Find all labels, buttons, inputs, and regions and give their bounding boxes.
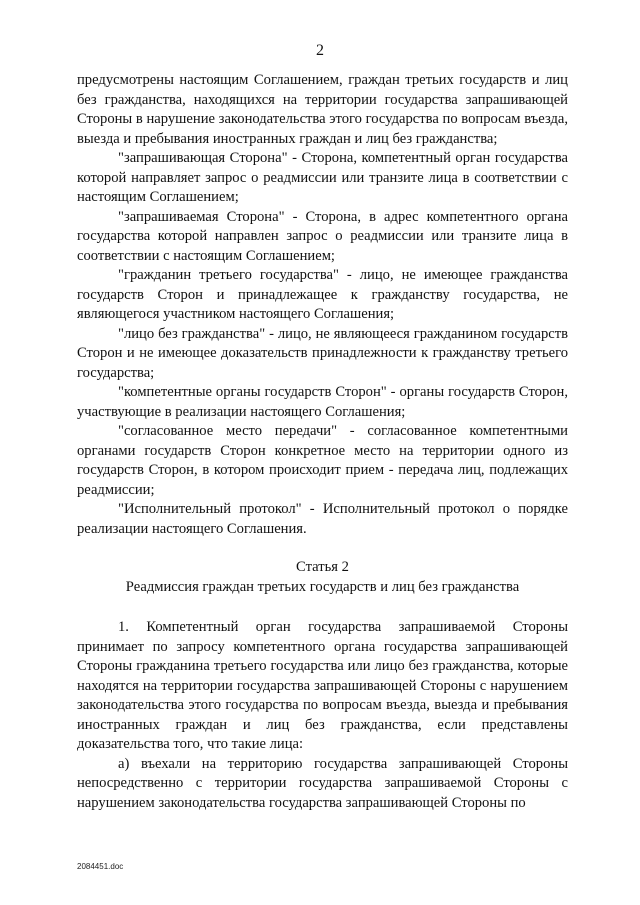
article-paragraph-1: 1. Компетентный орган государства запрашиваемой Стороны принимает по запросу компетентного органа государства запрашивающей Стороны гражданина третьего государства или лицо без гражданства, которые находятся на территории государства запрашивающей Стороны с нарушением законодательства этого государства по вопросам въезда, выезда и пребывания иностранных граждан и лиц без гражданства, если представлены доказательства того, что такие лица: [77,619,568,752]
page-number: 2 [316,42,324,59]
definition-transfer-place: "согласованное место передачи" - согласованное компетентными органами государств Сторон конкретное место на территории одного из государств Сторон, в котором происходит прием - передача лиц, подлежащих реадмиссии; [77,423,568,498]
spacer [77,539,568,558]
document-body [77,71,568,813]
definition-third-country-national: "гражданин третьего государства" - лицо, не имеющее гражданства государств Сторон и принадлежащее к гражданству государства, не являющегося участником настоящего Соглашения; [77,267,568,322]
definition-requested-party: "запрашиваемая Сторона" - Сторона, в адрес компетентного органа государства которой направлен запрос о реадмиссии или транзите лица в соответствии с настоящим Соглашением; [77,208,568,264]
paragraph-continuation: предусмотрены настоящим Соглашением, граждан третьих государств и лиц без гражданства, находящихся на территории государства запрашивающей Стороны в нарушение законодательства этого государства по вопросам въезда, выезда и пребывания иностранных граждан и лиц без гражданства; [77,72,568,147]
spacer [77,597,568,618]
article-subtitle: Реадмиссия граждан третьих государств и лиц без гражданства [125,578,520,595]
definition-competent-authorities: "компетентные органы государств Сторон" - органы государств Сторон, участвующие в реализации настоящего Соглашения; [77,384,568,420]
article-subparagraph-a: а) въехали на территорию государства запрашивающей Стороны непосредственно с территории государства запрашиваемой Стороны с нарушением законодательства государства запрашивающей Стороны по [77,755,568,811]
definition-executive-protocol: "Исполнительный протокол" - Исполнительный протокол о порядке реализации настоящего Соглашения. [77,501,568,537]
article-heading: Статья 2 [296,559,349,575]
footer-filename: 2084451.doc [77,862,124,871]
definition-requesting-party: "запрашивающая Сторона" - Сторона, компетентный орган государства которой направляет запрос о реадмиссии или транзите лица в соответствии с настоящим Соглашением; [77,150,568,205]
definition-stateless-person: "лицо без гражданства" - лицо, не являющееся гражданином государств Сторон и не имеющее доказательств принадлежности к гражданству третьего государства; [77,325,568,381]
